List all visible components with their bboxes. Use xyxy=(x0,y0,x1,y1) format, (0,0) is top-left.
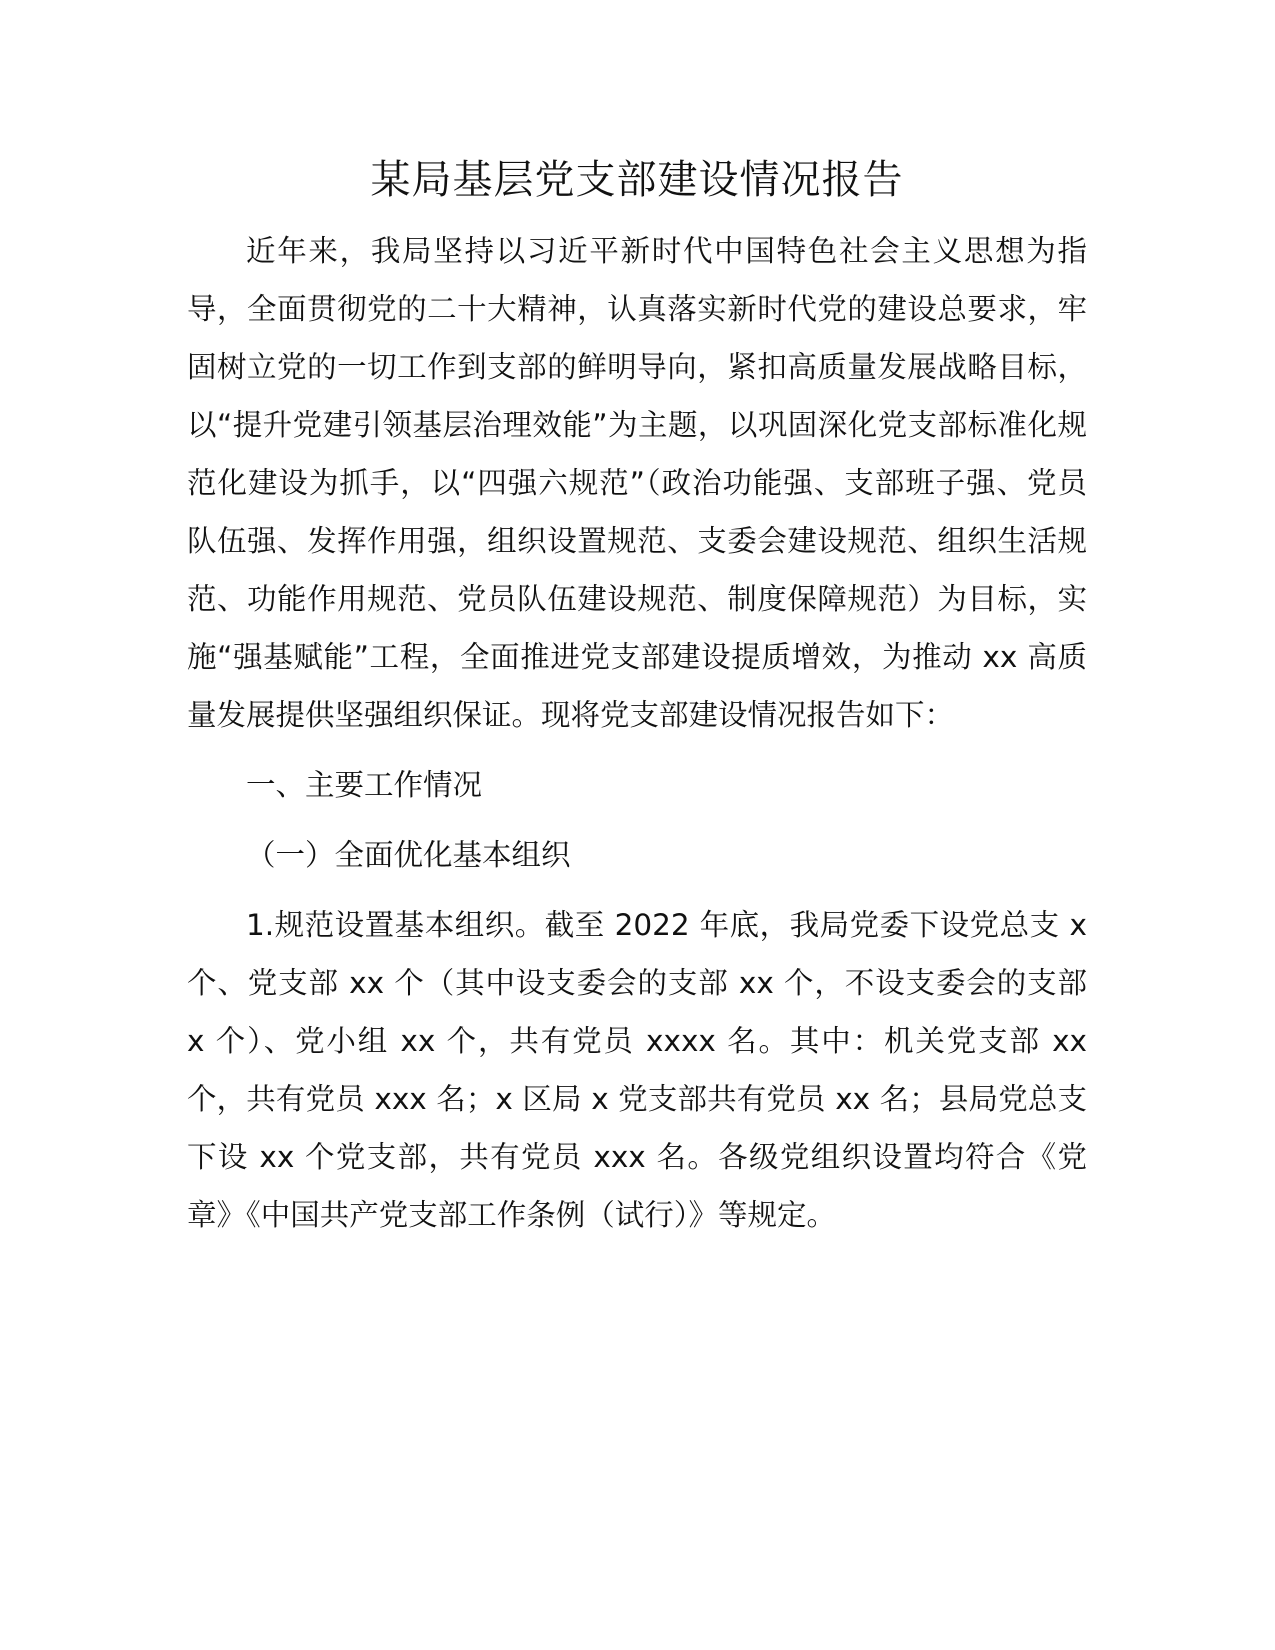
intro-paragraph: 近年来，我局坚持以习近平新时代中国特色社会主义思想为指导，全面贯彻党的二十大精神，认真落实新时代党的建设总要求，牢固树立党的一切工作到支部的鲜明导向，紧扣高质量发展战略目标，以“提升党建引领基层治理效能”为主题，以巩固深化党支部标准化规范化建设为抓手，以“四强六规范”（政治功能强、支部班子强、党员队伍强、发挥作用强，组织设置规范、支委会建设规范、组织生活规范、功能作用规范、党员队伍建设规范、制度保障规范）为目标，实施“强基赋能”工程，全面推进党支部建设提质增效，为推动 xx 高质量发展提供坚强组织保证。现将党支部建设情况报告如下： xyxy=(187,234,1087,732)
subsection-heading-optimize-organization: （一）全面优化基本组织 xyxy=(246,838,571,872)
item-paragraph-standardize-organization: 1.规范设置基本组织。截至 2022 年底，我局党委下设党总支 x 个、党支部 xx 个（其中设支委会的支部 xx 个，不设支委会的支部 x 个）、党小组 xx 个，共有党员 xxxx 名。其中：机关党支部 xx 个，共有党员 xxx 名；x 区局 x 党支部共有党员 xx 名；县局党总支下设 xx 个党支部，共有党员 xxx 名。各级党组织设置均符合《党章》《中国共产党支部工作条例（试行）》等规定。 xyxy=(187,908,1087,1232)
document-title: 某局基层党支部建设情况报告 xyxy=(370,157,904,203)
section-heading-main-work: 一、主要工作情况 xyxy=(246,768,483,802)
document-body xyxy=(187,148,1087,1244)
